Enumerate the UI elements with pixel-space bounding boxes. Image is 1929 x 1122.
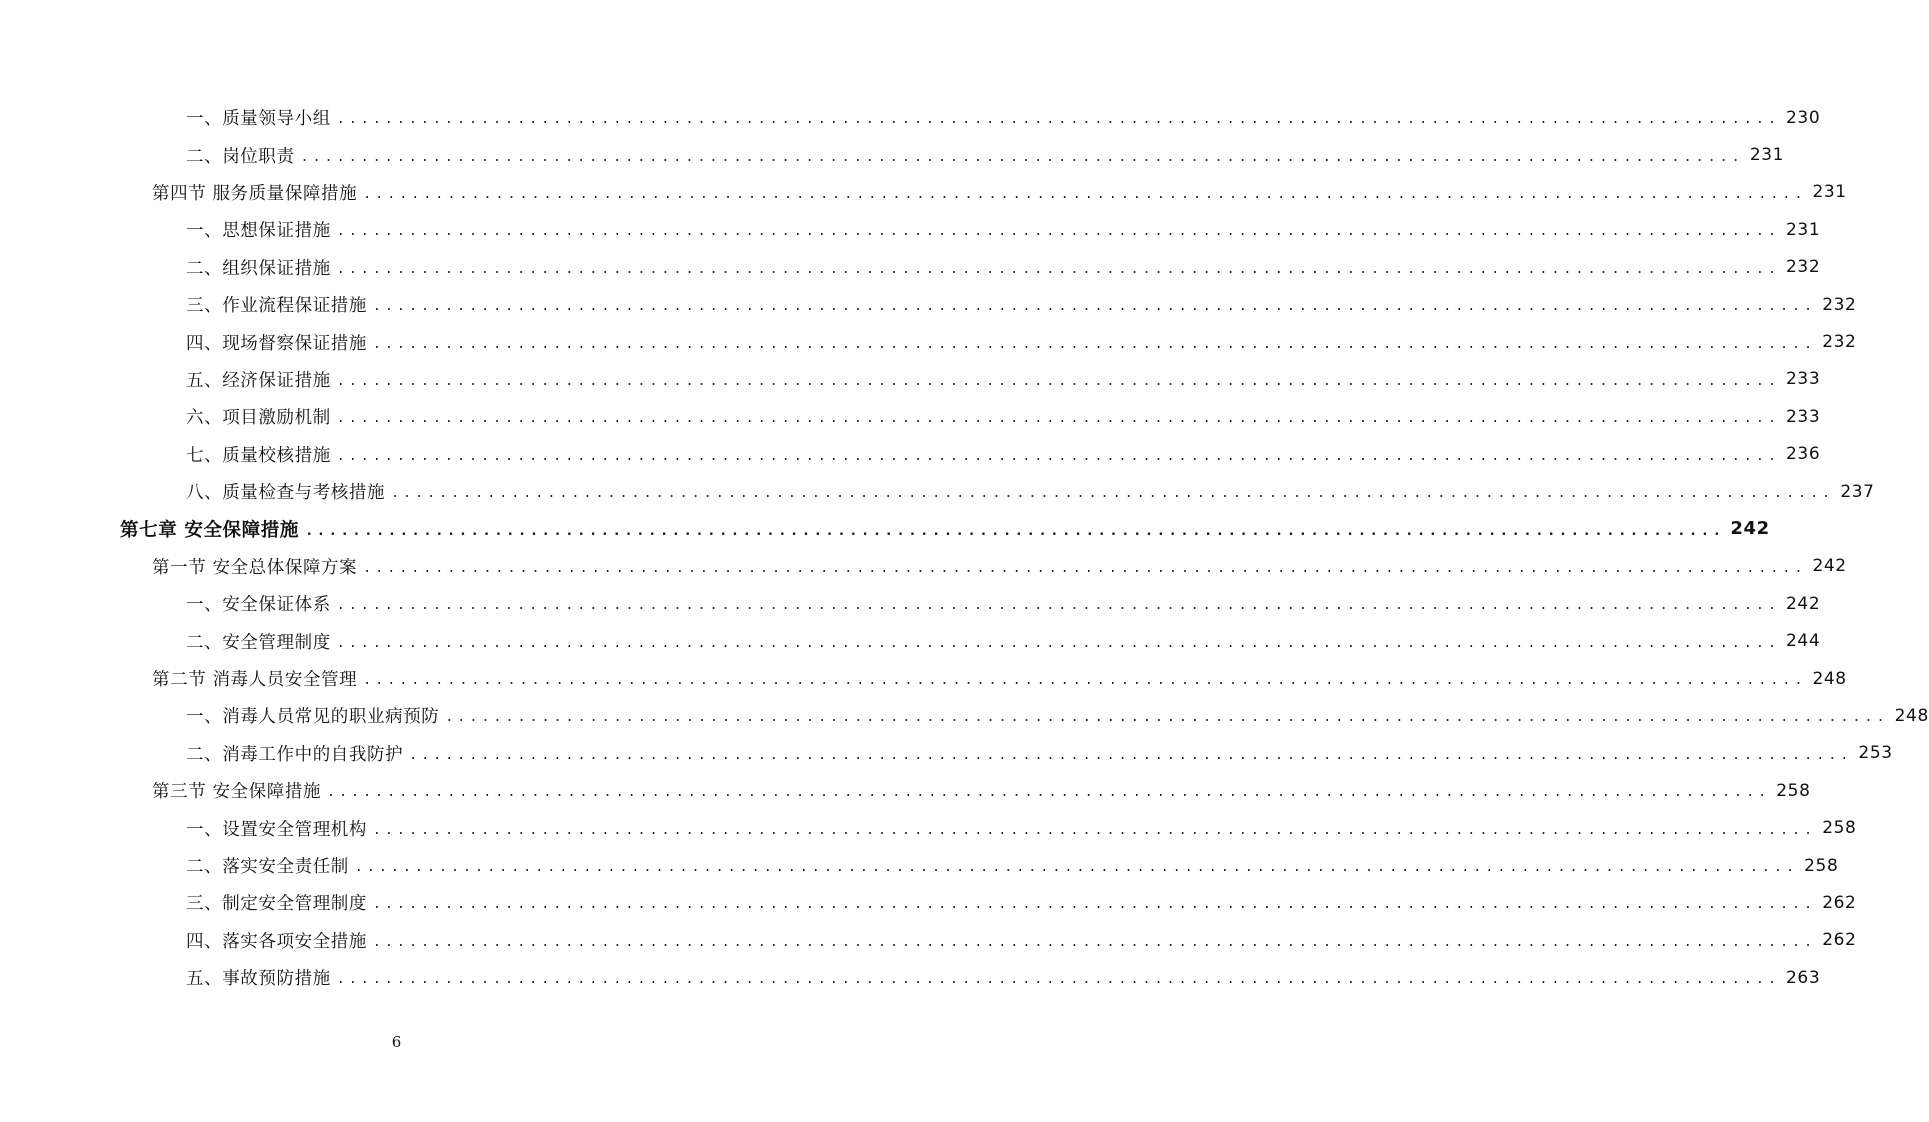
toc-entry-title: 二、安全管理制度 [186, 632, 331, 653]
toc-entry-title: 五、事故预防措施 [186, 969, 331, 990]
toc-entry-title: 二、落实安全责任制 [186, 857, 349, 877]
toc-dot-leader: ........................................................................................................................ [354, 860, 1799, 875]
toc-dot-leader: ........................................................................................................................ [336, 373, 1781, 389]
toc-entry-item[interactable] [0, 809, 1857, 846]
toc-entry-section[interactable] [0, 772, 1811, 809]
toc-dot-leader: ........................................................................................................................ [304, 522, 1725, 539]
toc-entry-title: 第三节 安全保障措施 [152, 782, 322, 803]
toc-entry-item[interactable] [0, 136, 1785, 173]
toc-entry-item[interactable] [0, 884, 1857, 921]
toc-entry-title: 第二节 消毒人员安全管理 [152, 670, 358, 691]
toc-entry-title: 三、制定安全管理制度 [186, 894, 367, 915]
toc-dot-leader: ........................................................................................................................ [336, 598, 1781, 614]
toc-entry-title: 第四节 服务质量保障措施 [152, 183, 358, 204]
toc-entry-page-number: 253 [1858, 743, 1893, 764]
toc-entry-title: 第七章 安全保障措施 [120, 519, 299, 541]
toc-entry-page-number: 232 [1822, 294, 1857, 315]
toc-entry-page-number: 248 [1894, 705, 1929, 726]
toc-entry-section[interactable] [0, 548, 1847, 585]
toc-dot-leader: ........................................................................................................................ [373, 897, 1817, 913]
toc-entry-page-number: 230 [1786, 107, 1821, 128]
toc-entry-page-number: 237 [1840, 481, 1875, 502]
toc-entry-item[interactable] [0, 361, 1821, 398]
toc-entry-page-number: 242 [1786, 593, 1821, 614]
toc-entry-title: 四、现场督察保证措施 [186, 333, 367, 354]
toc-entry-item[interactable] [0, 622, 1821, 659]
toc-entry-item[interactable] [0, 398, 1821, 435]
toc-dot-leader: ........................................................................................................................ [336, 224, 1781, 240]
toc-entry-item[interactable] [0, 249, 1821, 286]
toc-entry-page-number: 258 [1822, 818, 1857, 839]
toc-dot-leader: ........................................................................................................................ [336, 112, 1781, 128]
toc-entry-page-number: 258 [1804, 855, 1839, 876]
toc-entry-page-number: 262 [1822, 930, 1857, 951]
toc-dot-leader: ........................................................................................................................ [373, 822, 1817, 838]
toc-entry-page-number: 242 [1812, 556, 1847, 577]
toc-dot-leader: ........................................................................................................................ [373, 934, 1817, 950]
toc-entry-page-number: 233 [1786, 369, 1821, 390]
toc-entry-title: 七、质量校核措施 [186, 445, 331, 466]
toc-dot-leader: ........................................................................................................................ [336, 972, 1781, 988]
toc-entry-item[interactable] [0, 922, 1857, 959]
toc-dot-leader: ........................................................................................................................ [445, 710, 1889, 726]
toc-dot-leader: ........................................................................................................................ [336, 261, 1781, 277]
toc-entry-item[interactable] [0, 436, 1821, 473]
toc-entry-title: 二、消毒工作中的自我防护 [186, 744, 404, 765]
toc-entry-title: 四、落实各项安全措施 [186, 931, 367, 952]
toc-entry-page-number: 232 [1822, 332, 1857, 353]
toc-entry-page-number: 248 [1812, 668, 1847, 689]
toc-dot-leader: ........................................................................................................................ [363, 186, 1807, 202]
toc-entry-page-number: 242 [1730, 518, 1770, 540]
toc-entry-title: 五、经济保证措施 [186, 370, 331, 391]
toc-entry-item[interactable] [0, 473, 1875, 510]
toc-entry-title: 二、岗位职责 [186, 146, 295, 167]
toc-entry-page-number: 232 [1786, 257, 1821, 278]
toc-dot-leader: ........................................................................................................................ [363, 560, 1807, 576]
toc-dot-leader: ........................................................................................................................ [336, 635, 1781, 651]
toc-entry-page-number: 231 [1749, 145, 1785, 166]
toc-entry-item[interactable] [0, 847, 1839, 884]
toc-dot-leader: ........................................................................................................................ [363, 673, 1807, 689]
toc-entry-page-number: 236 [1786, 444, 1821, 465]
toc-entry-page-number: 231 [1786, 219, 1821, 240]
toc-entry-title: 二、组织保证措施 [186, 258, 331, 279]
toc-entry-item[interactable] [0, 697, 1929, 734]
toc-entry-section[interactable] [0, 174, 1847, 211]
toc-entry-page-number: 258 [1776, 780, 1811, 801]
toc-entry-page-number: 263 [1786, 967, 1821, 988]
page-number: 6 [391, 1033, 402, 1051]
toc-entry-section[interactable] [0, 660, 1847, 697]
toc-entry-item[interactable] [0, 959, 1821, 996]
toc-entry-title: 八、质量检查与考核措施 [186, 483, 386, 504]
table-of-contents [0, 99, 1929, 996]
toc-dot-leader: ........................................................................................................................ [300, 149, 1744, 165]
toc-entry-title: 一、设置安全管理机构 [186, 819, 367, 840]
toc-dot-leader: ........................................................................................................................ [336, 411, 1781, 427]
toc-entry-page-number: 262 [1822, 892, 1857, 913]
toc-dot-leader: ........................................................................................................................ [373, 336, 1817, 352]
toc-entry-chapter[interactable] [0, 510, 1770, 547]
toc-entry-item[interactable] [0, 323, 1857, 360]
toc-entry-item[interactable] [0, 286, 1857, 323]
toc-dot-leader: ........................................................................................................................ [327, 785, 1771, 801]
toc-dot-leader: ........................................................................................................................ [391, 486, 1835, 502]
toc-entry-item[interactable] [0, 99, 1821, 136]
toc-entry-title: 六、项目激励机制 [186, 408, 331, 429]
toc-dot-leader: ........................................................................................................................ [373, 299, 1817, 315]
toc-entry-title: 第一节 安全总体保障方案 [152, 557, 358, 578]
toc-entry-title: 一、安全保证体系 [186, 595, 331, 616]
toc-dot-leader: ........................................................................................................................ [336, 448, 1781, 464]
toc-entry-title: 三、作业流程保证措施 [186, 296, 367, 317]
toc-entry-page-number: 231 [1812, 182, 1847, 203]
toc-entry-title: 一、质量领导小组 [186, 109, 331, 130]
toc-entry-page-number: 244 [1786, 631, 1821, 652]
toc-entry-page-number: 233 [1786, 406, 1821, 427]
toc-entry-title: 一、消毒人员常见的职业病预防 [186, 707, 440, 728]
toc-entry-item[interactable] [0, 211, 1821, 248]
toc-entry-item[interactable] [0, 585, 1821, 622]
toc-entry-title: 一、思想保证措施 [186, 221, 331, 242]
toc-entry-item[interactable] [0, 735, 1893, 772]
toc-dot-leader: ........................................................................................................................ [409, 747, 1853, 763]
